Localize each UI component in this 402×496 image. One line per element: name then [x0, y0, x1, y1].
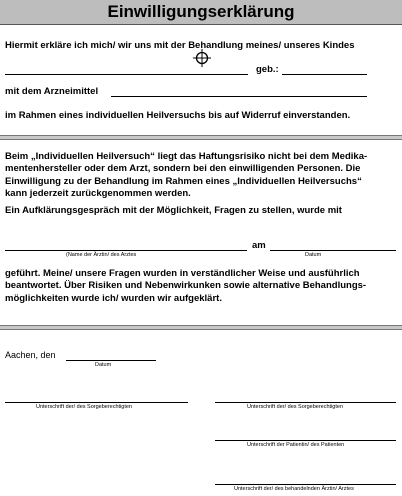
consent-intro: Hiermit erkläre ich mich/ wir uns mit der Behandlung meines/ unseres Kindes	[5, 40, 355, 51]
liability-line: kann jederzeit zurückgenommen werden.	[5, 188, 191, 200]
liability-line: mentenhersteller oder dem Arzt, sondern bei den einwilligenden Personen. Die	[5, 163, 361, 175]
liability-line: Einwilligung zu der Behandlung im Rahmen eines „Individuellen Heilversuchs“	[5, 175, 362, 187]
patient-signature-line[interactable]	[215, 440, 396, 441]
explanation-line: beantwortet. Über Risiken und Nebenwirkunken sowie alternative Behandlungs-	[5, 280, 367, 292]
explanation-line: möglichkeiten wurde ich/ wurden wir aufgeklärt.	[5, 292, 222, 304]
guardian2-signature-line[interactable]	[215, 402, 396, 403]
form-title: Einwilligungserklärung	[0, 0, 402, 25]
child-name-line[interactable]	[5, 74, 248, 75]
am-label: am	[252, 240, 266, 251]
consent-statement: im Rahmen eines individuellen Heilversuchs bis auf Widerruf einverstanden.	[5, 110, 351, 121]
arzneimittel-label: mit dem Arzneimittel	[5, 86, 99, 97]
crosshair-icon	[193, 49, 211, 67]
explanation-paragraph	[5, 268, 400, 305]
place-label: Aachen, den	[5, 350, 56, 360]
section-divider	[0, 325, 402, 330]
doctor-signature-caption: Unterschrift der/ des behandelnden Ärztin/ Arztes	[234, 486, 354, 492]
liability-paragraph	[5, 151, 400, 201]
geb-label: geb.:	[256, 64, 279, 75]
guardian2-signature-caption: Unterschrift der/ des Sorgeberechtigten	[247, 404, 343, 410]
guardian1-signature-caption: Unterschrift der/ des Sorgeberechtigten	[36, 404, 132, 410]
consultation-date-line[interactable]	[270, 250, 396, 251]
date-caption: Datum	[305, 252, 322, 258]
birthdate-line[interactable]	[282, 74, 367, 75]
patient-signature-caption: Unterschrift der Patientin/ des Patienten	[247, 442, 345, 448]
doctor-name-line[interactable]	[5, 250, 247, 251]
signing-date-line[interactable]	[66, 360, 156, 361]
guardian1-signature-line[interactable]	[5, 402, 188, 403]
liability-line: Beim „Individuellen Heilversuch“ liegt das Haftungsrisiko nicht bei dem Medika-	[5, 151, 368, 162]
signing-date-caption: Datum	[95, 362, 112, 368]
section-divider	[0, 135, 402, 140]
doctor-name-caption: (Name der Ärztin/ des Arztes	[66, 252, 137, 258]
medication-line[interactable]	[111, 96, 367, 97]
doctor-signature-line[interactable]	[215, 484, 396, 485]
explanation-line: geführt. Meine/ unsere Fragen wurden in verständlicher Weise und ausführlich	[5, 268, 360, 279]
consultation-text: Ein Aufklärungsgespräch mit der Möglichkeit, Fragen zu stellen, wurde mit	[5, 205, 342, 216]
